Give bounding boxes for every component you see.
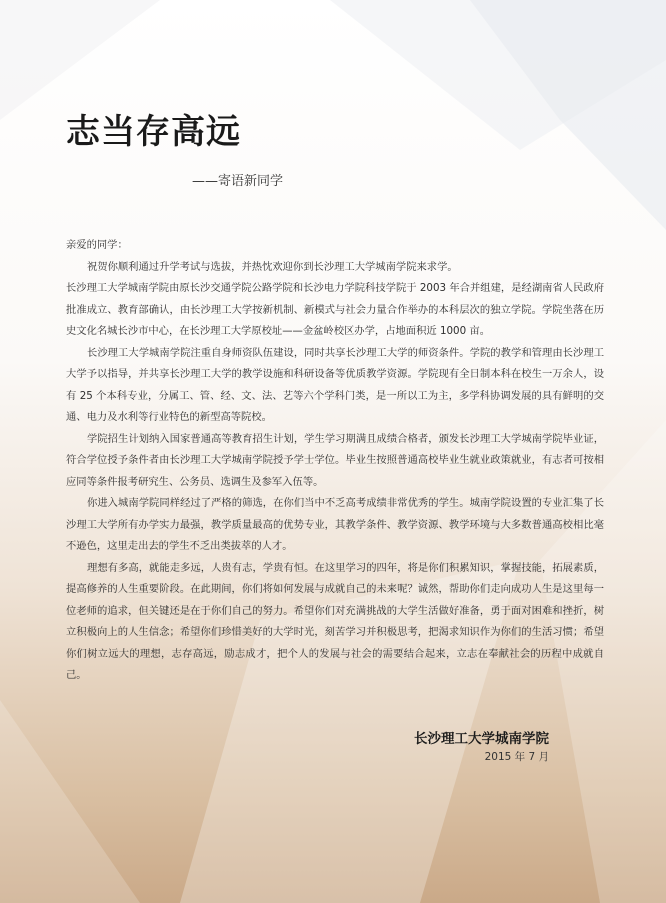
paragraph-enrollment: 学院招生计划纳入国家普通高等教育招生计划，学生学习期满且成绩合格者，颁发长沙理工大学城南学院毕业证，符合学位授予条件者由长沙理工大学城南学院授予学士学位。毕业生按照普通高校毕业生就业政策就业，有志者可按相应同等条件报考研究生、公务员、选调生及参军入伍等。 (66, 432, 604, 488)
page-title: 志当存高远 (66, 112, 241, 152)
letter-body (66, 235, 604, 687)
paragraph-faculty: 长沙理工大学城南学院注重自身师资队伍建设，同时共享长沙理工大学的师资条件。学院的教学和管理由长沙理工大学予以指导，并共享长沙理工大学的教学设施和科研设备等优质教学资源。学院现有全日制本科在校生一万余人，设有 25 个本科专业，分属工、管、经、文、法、艺等六个学科门类，是一所以工为主，多学科协调发展的具有鲜明的交通、电力及水利等行业特色的新型高等院校。 (66, 346, 604, 423)
paragraph-selection: 你进入城南学院同样经过了严格的筛选，在你们当中不乏高考成绩非常优秀的学生。城南学院设置的专业汇集了长沙理工大学所有办学实力最强，教学质量最高的优势专业，其教学条件、教学资源、教学环境与大多数普通高校相比毫不逊色，这里走出去的学生不乏出类拔萃的人才。 (66, 497, 604, 552)
paragraph-aspiration: 理想有多高，就能走多远，人贵有志，学贵有恒。在这里学习的四年，将是你们积累知识，掌握技能，拓展素质，提高修养的人生重要阶段。在此期间，你们将如何发展与成就自己的未来呢？诚然，帮助你们走向成功人生是这里每一位老师的追求，但关键还是在于你们自己的努力。希望你们对充满挑战的大学生活做好准备，勇于面对困难和挫折，树立积极向上的人生信念；希望你们珍惜美好的大学时光，刻苦学习并积极思考，把渴求知识作为你们的生活习惯；希望你们树立远大的理想，志存高远，励志成才，把个人的发展与社会的需要结合起来，立志在奉献社会的历程中成就自己。 (66, 561, 604, 681)
signature-organization: 长沙理工大学城南学院 (414, 731, 549, 747)
signature-date: 2015 年 7 月 (484, 751, 549, 763)
salutation: 亲爱的同学： (66, 239, 128, 251)
paragraph-history: 长沙理工大学城南学院由原长沙交通学院公路学院和长沙电力学院科技学院于 2003 年合并组建，是经湖南省人民政府批准成立、教育部确认，由长沙理工大学按新机制、新模式与社会力量合作举办的本科层次的独立学院。学院坐落在历史文化名城长沙市中心，在长沙理工大学原校址——金盆岭校区办学，占地面积近 1000 亩。 (66, 282, 604, 337)
page-subtitle: ——寄语新同学 (192, 174, 284, 189)
paragraph-greeting: 祝贺你顺利通过升学考试与选拔，并热忱欢迎你到长沙理工大学城南学院来求学。 (87, 260, 458, 273)
